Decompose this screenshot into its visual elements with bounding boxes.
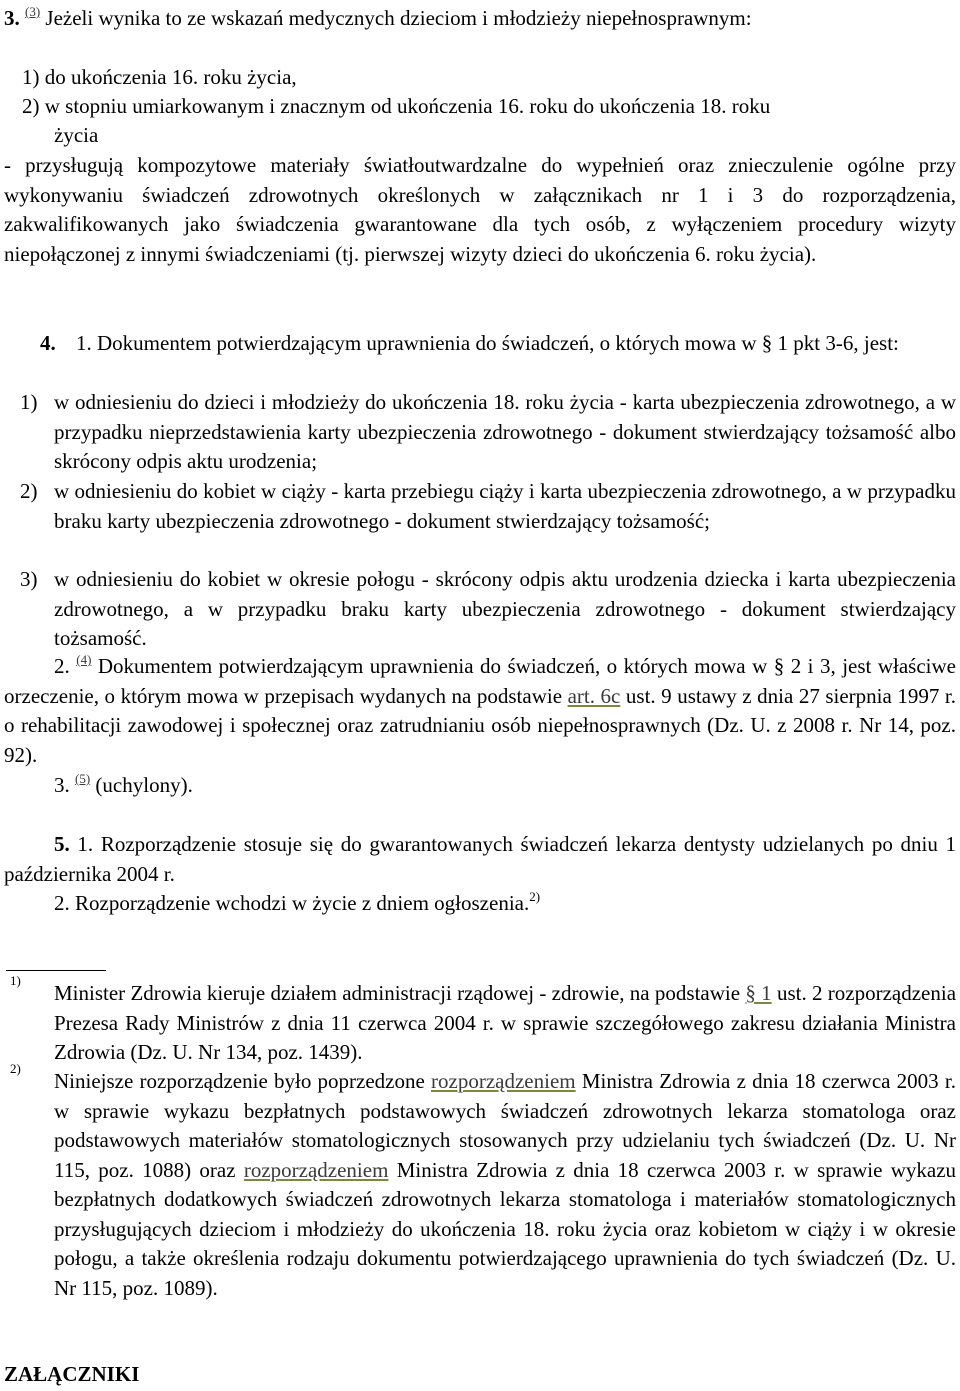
footnote-1-text: Minister Zdrowia kieruje działem administracji rządowej - zdrowie, na podstawie bbox=[54, 981, 741, 1005]
section-4-paragraph-2-text: Dokumentem potwierdzającym uprawnienia do świadczeń, o których mowa w § 2 i 3, jest właściwe orzeczenie, o którym mowa w przepisach wydanych na podstawie bbox=[4, 654, 956, 708]
annex-heading: ZAŁĄCZNIKI bbox=[4, 1362, 140, 1386]
footnote-2-text-cont: Ministra Zdrowia z dnia 18 czerwca 2003 r. w sprawie wykazu bezpłatnych podstawowych świadczeń zdrowotnych lekarza stomatologa oraz podstawowych materiałów stomatologicznych stosowanych przy udzielaniu tych świadczeń (Dz. U. Nr 115, poz. 1088) oraz bbox=[54, 1069, 956, 1182]
section-4-number: 4. bbox=[40, 331, 56, 355]
footnote-1-paragraph-link[interactable]: § 1 bbox=[745, 981, 772, 1005]
section-5-paragraph-1 bbox=[4, 830, 956, 889]
footnote-2-mark: 2) bbox=[10, 1061, 21, 1076]
section-4-paragraph-3-number: 3. bbox=[54, 773, 70, 797]
section-4-paragraph-1-text: 1. Dokumentem potwierdzającym uprawnienia do świadczeń, o których mowa w § 1 pkt 3-6, jest: bbox=[76, 331, 899, 355]
section-5-footnote-ref: 2) bbox=[529, 889, 541, 904]
section-4-paragraph-2-text-cont: ust. 9 ustawy z dnia 27 sierpnia 1997 r. o rehabilitacji zawodowej i społecznej oraz zatrudnianiu osób niepełnosprawnych (Dz. U. z 2008 r. Nr 14, poz. 92). bbox=[4, 683, 956, 767]
section-4-paragraph-2-number: 2. bbox=[54, 654, 70, 678]
section-4-item-1-text: w odniesieniu do dzieci i młodzieży do ukończenia 18. roku życia - karta ubezpieczenia zdrowotnego, a w przypadku nieprzedstawienia karty ubezpieczenia zdrowotnego - dokument stwierdzający tożsamość albo skrócony odpis aktu urodzenia; bbox=[54, 390, 956, 473]
section-3-item-2-continuation: życia bbox=[54, 123, 99, 147]
footnote-1-text-cont: ust. 2 rozporządzenia Prezesa Rady Ministrów z dnia 11 czerwca 2004 r. w sprawie szczegółowego zakresu działania Ministra Zdrowia (Dz. U. Nr 134, poz. 1439). bbox=[54, 981, 957, 1064]
section-3-lead-text: Jeżeli wynika to ze wskazań medycznych dzieciom i młodzieży niepełnosprawnym: bbox=[45, 6, 752, 30]
section-5-paragraph-1-text: 1. Rozporządzenie stosuje się do gwarantowanych świadczeń lekarza dentysty udzielanych po dniu 1 października 2004 r. bbox=[4, 832, 956, 886]
section-5-number: 5. bbox=[54, 832, 70, 856]
section-3-item-1: 1) do ukończenia 16. roku życia, bbox=[22, 65, 297, 89]
footnote-2-text: Niniejsze rozporządzenie było poprzedzone bbox=[54, 1069, 425, 1093]
section-5-paragraph-2-text: 2. Rozporządzenie wchodzi w życie z dniem ogłoszenia. bbox=[54, 891, 530, 915]
section-4-item-2-text: w odniesieniu do kobiet w ciąży - karta przebiegu ciąży i karta ubezpieczenia zdrowotnego, a w przypadku braku karty ubezpieczenia zdrowotnego - dokument stwierdzający tożsamość; bbox=[54, 479, 956, 533]
section-4-paragraph-3 bbox=[4, 771, 956, 801]
section-4-item-3-number: 3) bbox=[20, 567, 38, 591]
section-4-paragraph-3-text: (uchylony). bbox=[95, 773, 193, 797]
section-4-paragraph-2-ref-link[interactable]: (4) bbox=[76, 652, 92, 667]
footnote-1 bbox=[4, 973, 957, 1068]
section-4-item-1 bbox=[4, 388, 956, 477]
section-4-item-1-number: 1) bbox=[20, 390, 38, 414]
footnote-separator bbox=[6, 970, 106, 971]
footnote-1-mark: 1) bbox=[10, 973, 21, 988]
section-3-item-2: 2) w stopniu umiarkowanym i znacznym od ukończenia 16. roku do ukończenia 18. roku bbox=[22, 94, 771, 118]
section-3-number: 3. bbox=[4, 6, 20, 30]
footnote-2-text-end: Ministra Zdrowia z dnia 18 czerwca 2003 r. w sprawie wykazu bezpłatnych dodatkowych świadczeń zdrowotnych lekarza stomatologa i materiałów stomatologicznych przysługujących dzieciom i młodzieży do ukończenia 18. roku życia oraz kobietom w ciąży i w okresie połogu, a także określenia rodzaju dokumentu potwierdzającego uprawnienia do tych świadczeń (Dz. U. Nr 115, poz. 1089). bbox=[54, 1157, 957, 1300]
section-4-item-3 bbox=[4, 565, 956, 654]
section-3-body: - przysługują kompozytowe materiały światłoutwardzalne do wypełnień oraz znieczulenie ogólne przy wykonywaniu świadczeń zdrowotnych określonych w załącznikach nr 1 i 3 do rozporządzenia, zakwalifikowanych jako świadczenia gwarantowane dla tych osób, z wyłączeniem procedury wizyty niepołączonej z innymi świadczeniami (tj. pierwszej wizyty dzieci do ukończenia 6. roku życia). bbox=[4, 153, 956, 266]
section-5-paragraph-2 bbox=[4, 889, 956, 919]
footnote-2-regulation-link-1[interactable]: rozporządzeniem bbox=[431, 1069, 576, 1093]
section-4-item-2 bbox=[4, 477, 956, 536]
art-6c-link[interactable]: art. 6c bbox=[567, 683, 621, 708]
footnote-2 bbox=[4, 1061, 957, 1303]
section-4-item-2-number: 2) bbox=[20, 479, 38, 503]
section-4-paragraph-3-ref-link[interactable]: (5) bbox=[75, 771, 91, 786]
section-3-lead bbox=[4, 4, 956, 34]
section-4-item-3-text: w odniesieniu do kobiet w okresie połogu - skrócony odpis aktu urodzenia dziecka i karta ubezpieczenia zdrowotnego, a w przypadku braku karty ubezpieczenia zdrowotnego - dokument stwierdzający tożsamość. bbox=[54, 567, 956, 650]
section-4-paragraph-1 bbox=[4, 329, 956, 359]
footnote-2-regulation-link-2[interactable]: rozporządzeniem bbox=[243, 1157, 389, 1182]
section-4-paragraph-2 bbox=[4, 652, 956, 770]
section-3-ref-link[interactable]: (3) bbox=[25, 4, 41, 19]
